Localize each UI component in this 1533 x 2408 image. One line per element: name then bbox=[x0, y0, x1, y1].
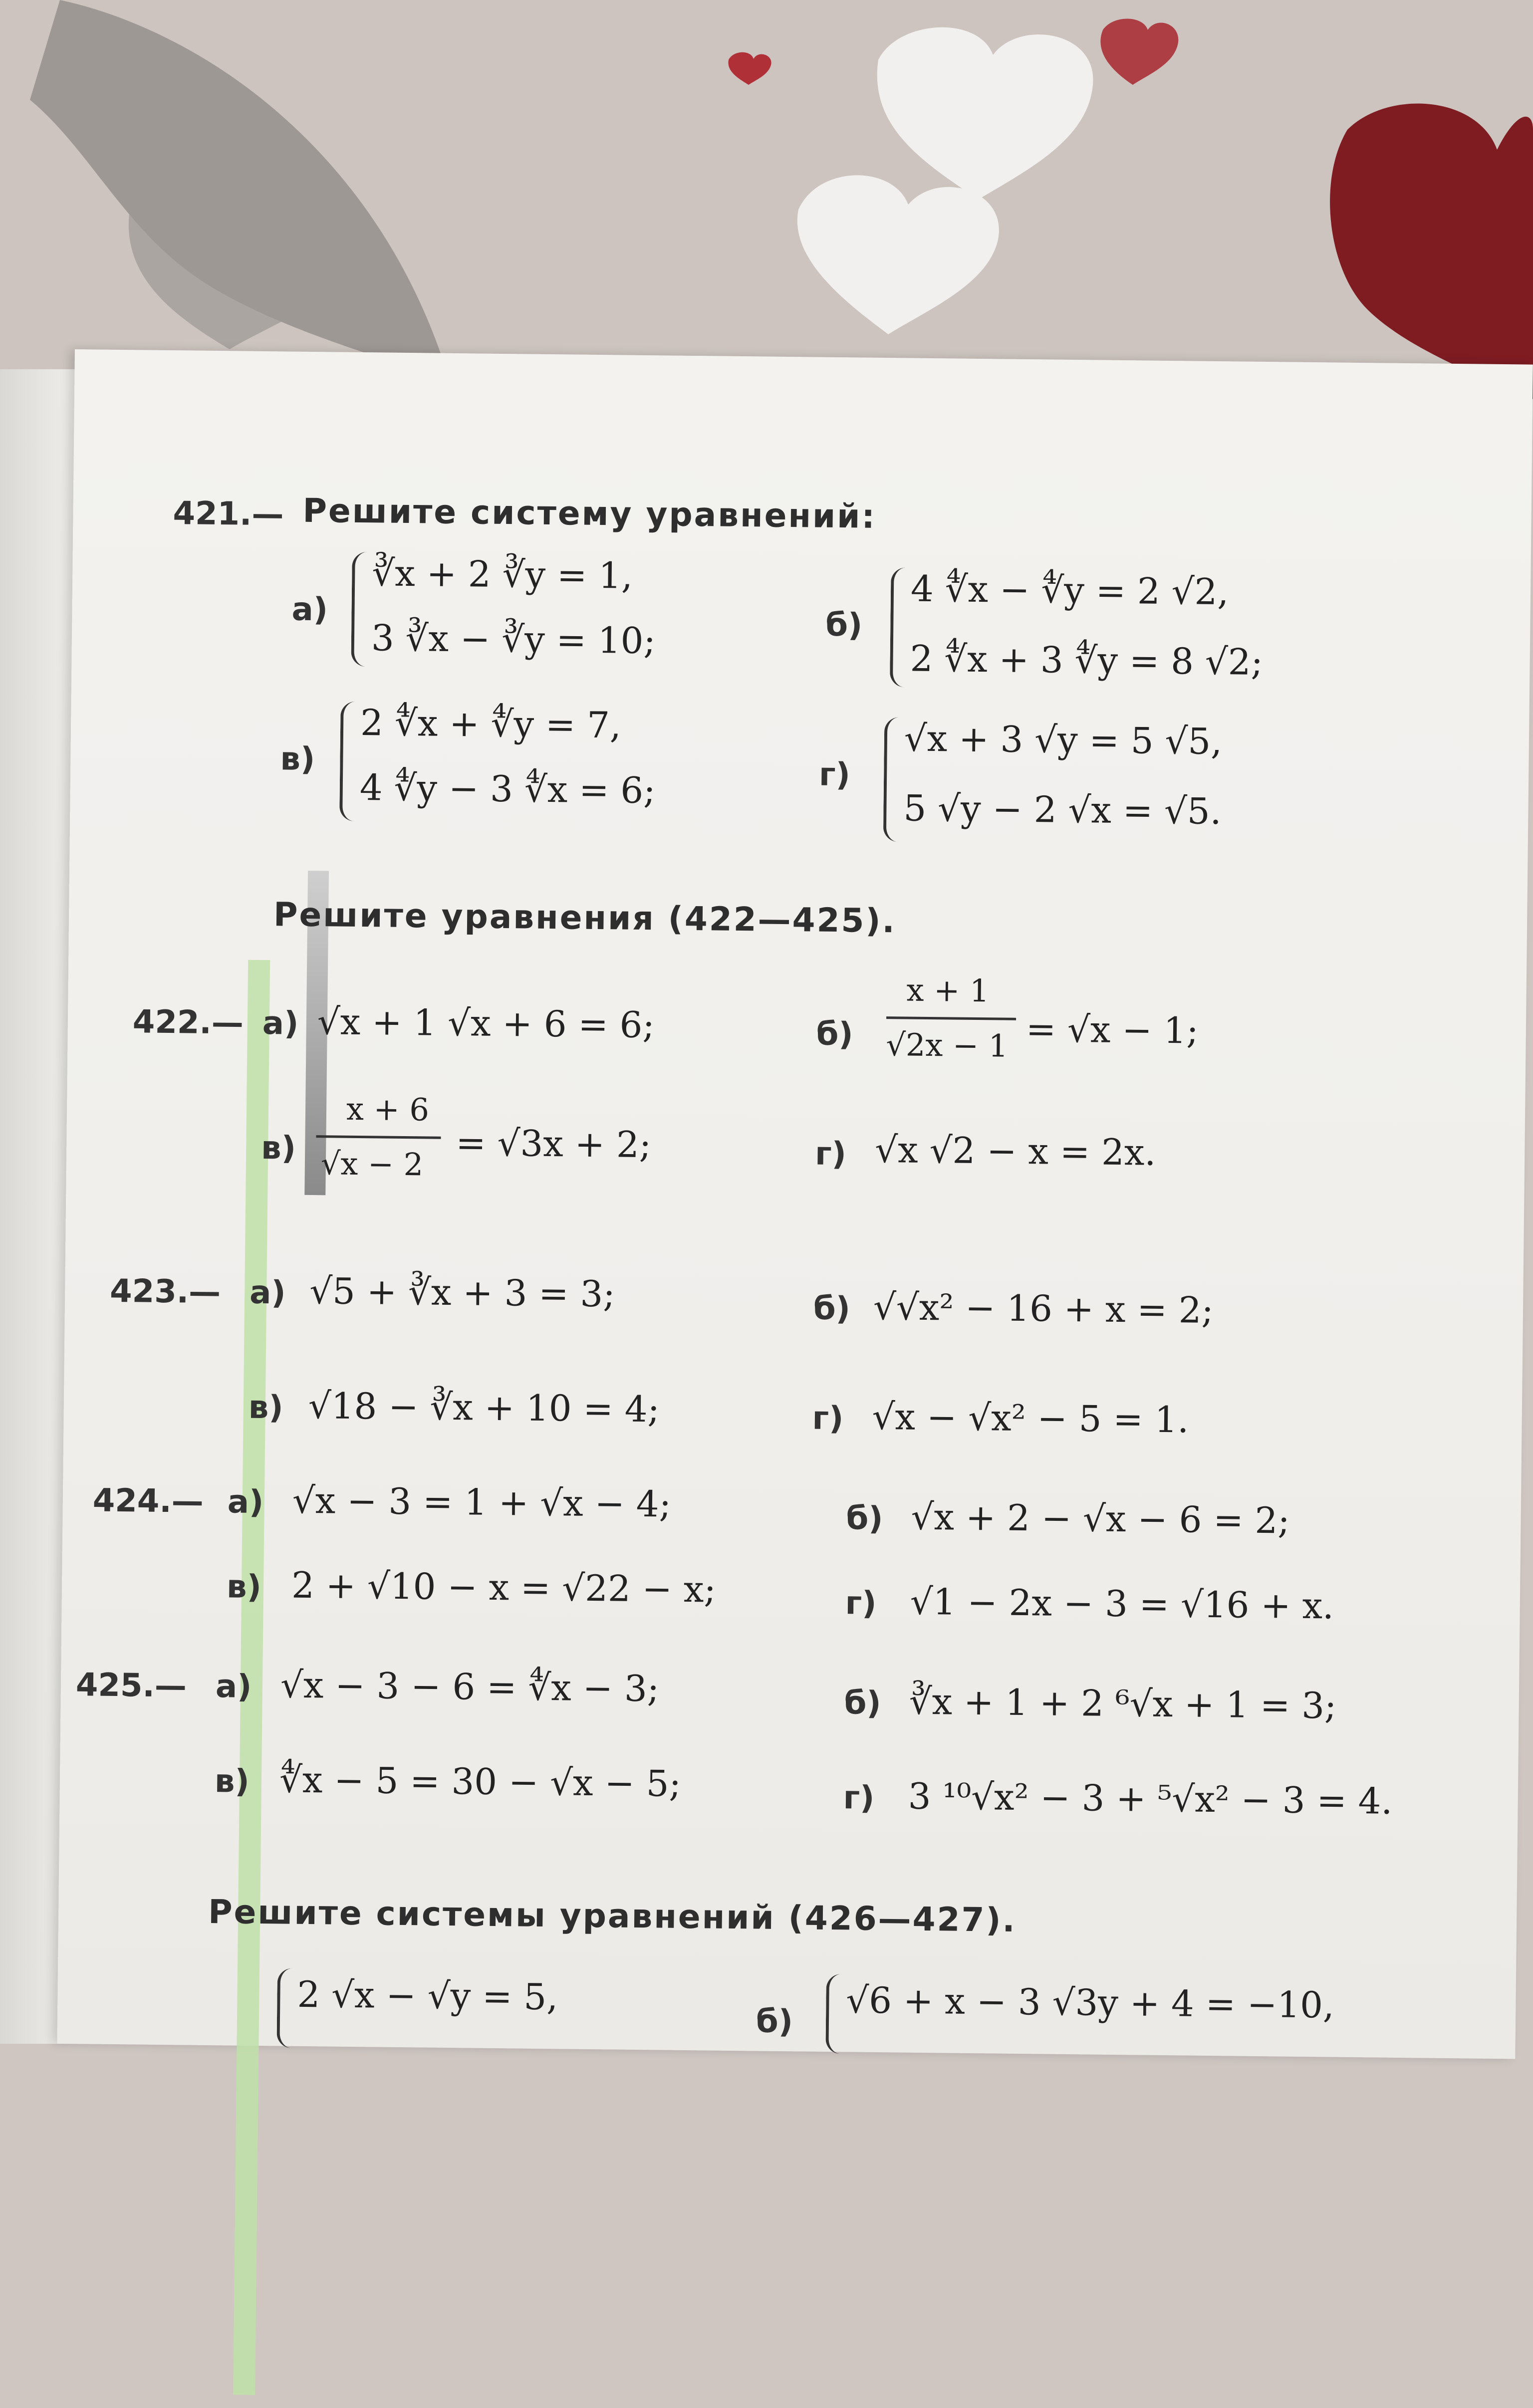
part-label: в) bbox=[260, 1129, 296, 1167]
exercise-number: 421.— bbox=[173, 495, 284, 533]
equation: ∜x − 5 = 30 − √x − 5; bbox=[279, 1758, 682, 1805]
equation: √x − 3 − 6 = ∜x − 3; bbox=[280, 1664, 660, 1710]
equation: = √x − 1; bbox=[1025, 1008, 1199, 1052]
textbook-page bbox=[57, 349, 1533, 2059]
equation: 5 √y − 2 √x = √5. bbox=[903, 787, 1222, 833]
exercise-number: 424.— bbox=[92, 1482, 204, 1520]
part-label: г) bbox=[845, 1585, 877, 1622]
part-label: б) bbox=[756, 2003, 793, 2041]
part-label: б) bbox=[844, 1685, 881, 1722]
equation: √18 − ∛x + 10 = 4; bbox=[308, 1385, 660, 1431]
equation: √x − √x² − 5 = 1. bbox=[872, 1395, 1189, 1441]
system-brace bbox=[890, 567, 908, 687]
equation: = √3x + 2; bbox=[455, 1122, 652, 1166]
fraction-numerator: x + 6 bbox=[346, 1090, 430, 1128]
equation: √x + 1 √x + 6 = 6; bbox=[317, 1000, 655, 1046]
section-heading: Решите уравнения (422—425). bbox=[273, 895, 897, 941]
part-label: а) bbox=[227, 1483, 264, 1521]
part-label: в) bbox=[226, 1568, 262, 1606]
system-brace bbox=[276, 1968, 294, 2048]
part-label: г) bbox=[843, 1779, 875, 1817]
equation: √5 + ∛x + 3 = 3; bbox=[309, 1270, 616, 1315]
equation: 2 ∜x + ∜y = 7, bbox=[360, 702, 622, 746]
part-label: а) bbox=[215, 1668, 252, 1705]
equation: 4 ∜y − 3 ∜x = 6; bbox=[359, 766, 656, 812]
part-label: б) bbox=[816, 1015, 854, 1053]
equation: √√x² − 16 + x = 2; bbox=[873, 1285, 1214, 1331]
fraction-bar bbox=[886, 1016, 1016, 1020]
part-label: г) bbox=[818, 756, 851, 794]
equation: √x − 3 = 1 + √x − 4; bbox=[292, 1479, 672, 1525]
equation: 4 ∜x − ∜y = 2 √2, bbox=[910, 567, 1229, 613]
exercise-number: 422.— bbox=[132, 1003, 244, 1042]
system-brace bbox=[825, 1974, 843, 2054]
part-label: в) bbox=[214, 1763, 250, 1800]
part-label: б) bbox=[825, 606, 863, 644]
equation: 2 √x − √y = 5, bbox=[297, 1973, 558, 2018]
equation: 2 ∜x + 3 ∜y = 8 √2; bbox=[910, 637, 1264, 683]
part-label: в) bbox=[248, 1389, 283, 1427]
part-label: а) bbox=[249, 1274, 286, 1312]
fraction-bar bbox=[316, 1135, 441, 1139]
exercise-number: 423.— bbox=[109, 1272, 221, 1311]
fraction-denominator: √x − 2 bbox=[320, 1145, 424, 1183]
system-brace bbox=[351, 552, 369, 667]
equation: ∛x + 2 ∛y = 1, bbox=[371, 552, 633, 597]
equation: ∛x + 1 + 2 ⁶√x + 1 = 3; bbox=[909, 1680, 1337, 1727]
part-label: б) bbox=[813, 1290, 851, 1328]
part-label: а) bbox=[291, 591, 328, 629]
part-label: в) bbox=[280, 740, 315, 778]
equation: 3 ¹⁰√x² − 3 + ⁵√x² − 3 = 4. bbox=[908, 1775, 1393, 1822]
section-heading: Решите системы уравнений (426—427). bbox=[208, 1892, 1017, 1939]
equation: √x + 2 − √x − 6 = 2; bbox=[911, 1495, 1290, 1542]
equation: √x √2 − x = 2x. bbox=[874, 1128, 1156, 1174]
exercise-title: Решите систему уравнений: bbox=[302, 491, 877, 536]
fraction-denominator: √2x − 1 bbox=[886, 1026, 1009, 1064]
part-label: г) bbox=[812, 1400, 844, 1438]
system-brace bbox=[883, 717, 902, 842]
exercise-number: 425.— bbox=[75, 1667, 187, 1705]
equation: √6 + x − 3 √3y + 4 = −10, bbox=[846, 1979, 1335, 2026]
part-label: б) bbox=[846, 1500, 883, 1538]
equation: √x + 3 √y = 5 √5, bbox=[904, 717, 1223, 763]
fraction-numerator: x + 1 bbox=[906, 971, 990, 1009]
part-label: а) bbox=[262, 1005, 299, 1042]
equation: 3 ∛x − ∛y = 10; bbox=[371, 617, 656, 662]
equation: 2 + √10 − x = √22 − x; bbox=[291, 1564, 717, 1611]
equation: √1 − 2x − 3 = √16 + x. bbox=[910, 1580, 1334, 1627]
system-brace bbox=[339, 702, 358, 821]
part-label: г) bbox=[814, 1135, 847, 1173]
